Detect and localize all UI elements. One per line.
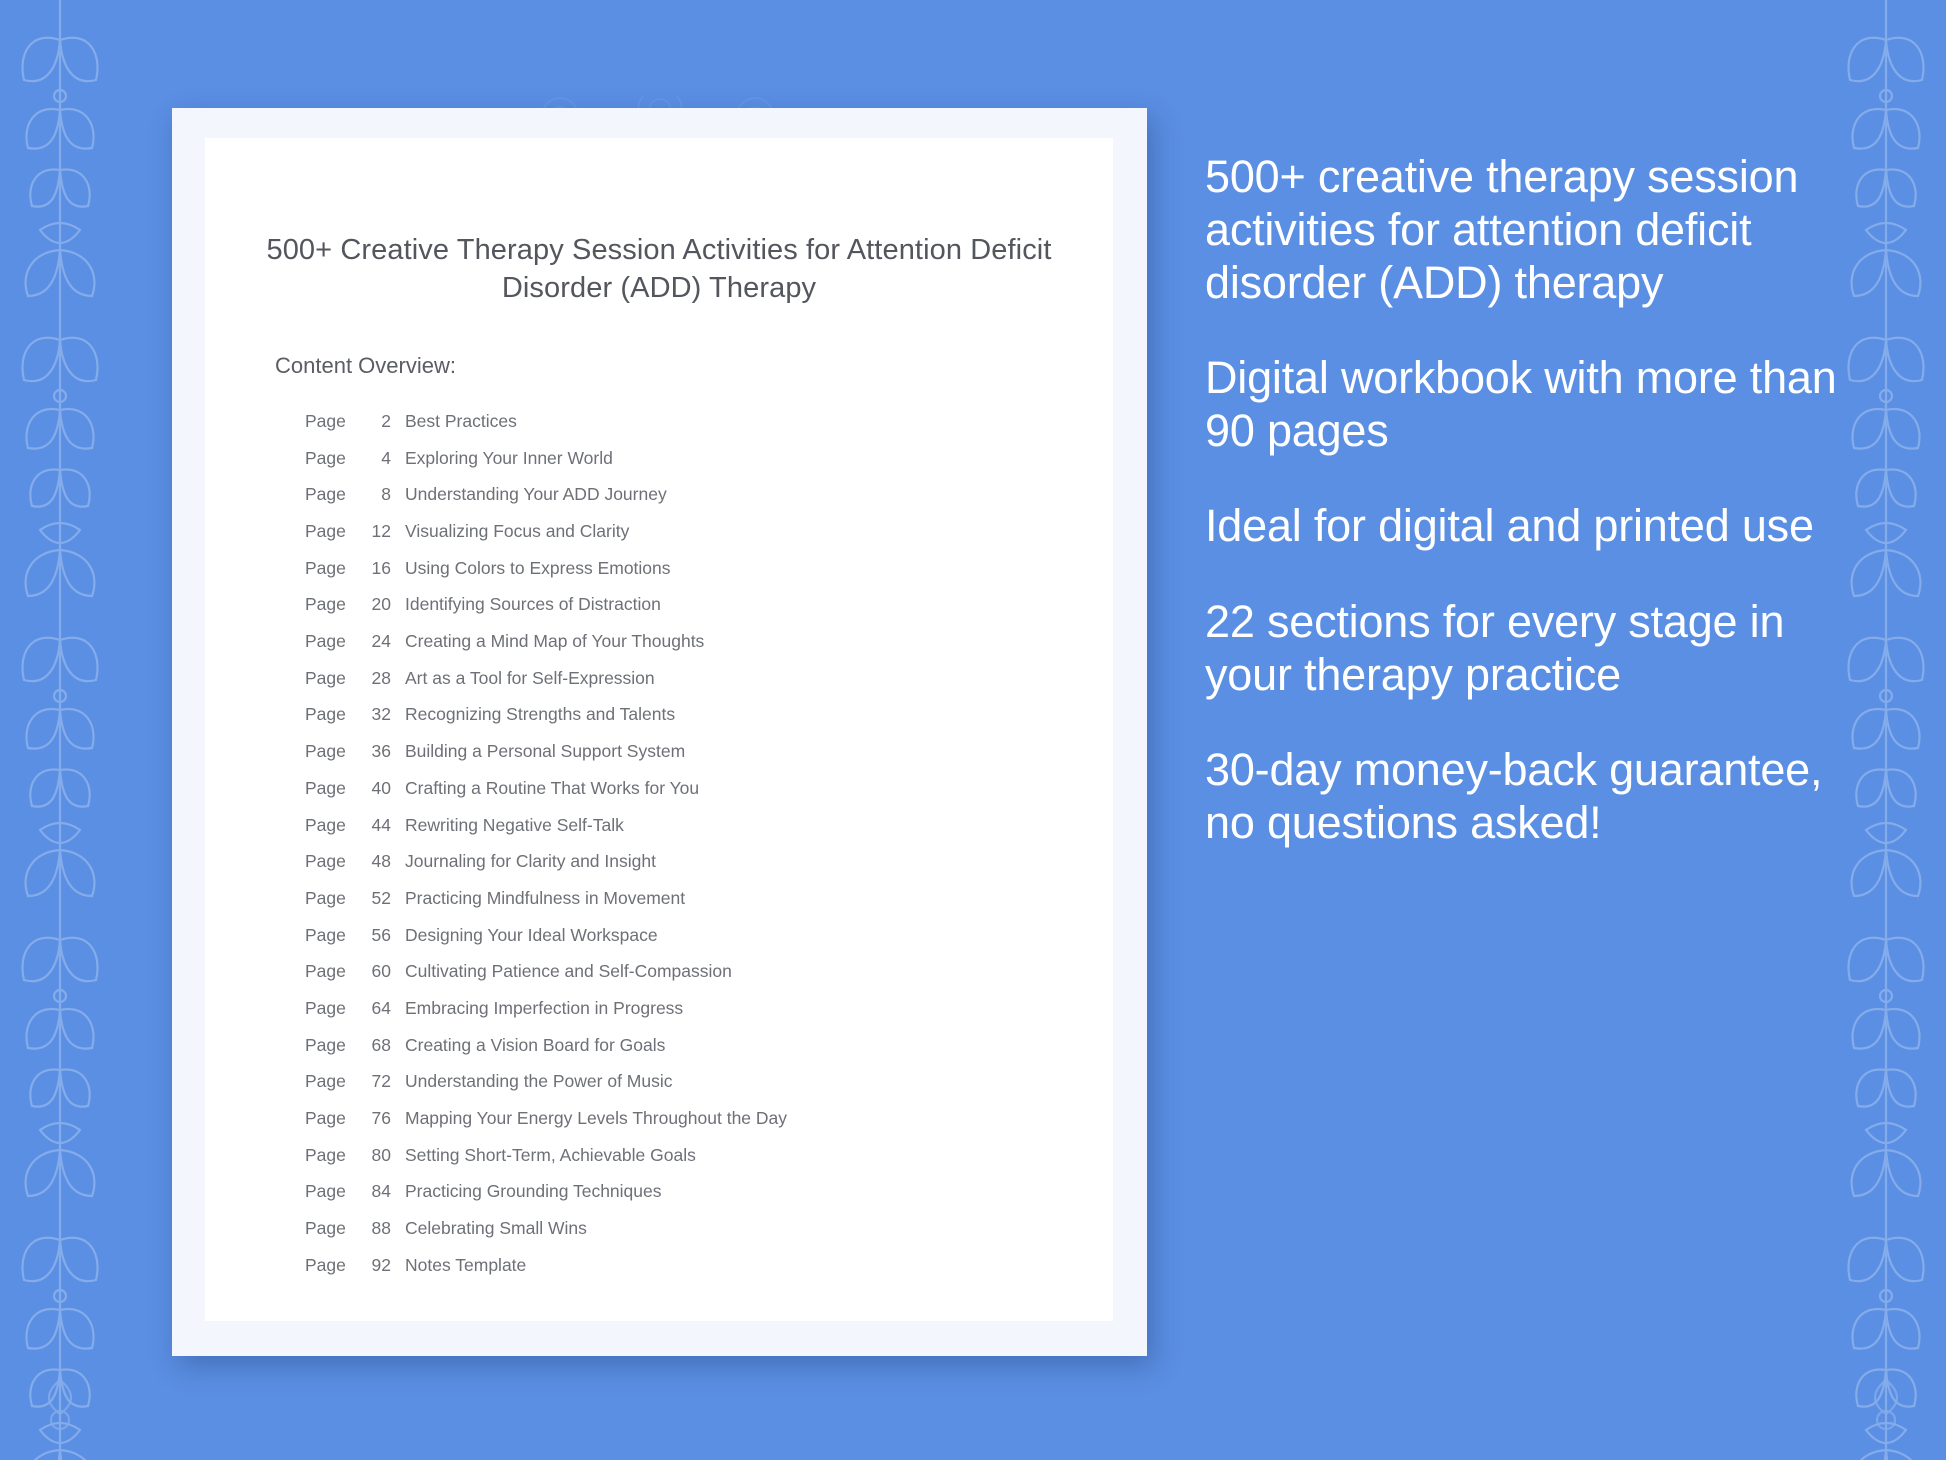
toc-page-word: Page: [305, 1034, 346, 1055]
toc-page-number: 32: [371, 704, 391, 725]
toc-page-number: 28: [371, 667, 391, 688]
toc-page-number: 76: [371, 1108, 391, 1129]
toc-page-word: Page: [305, 1071, 346, 1092]
marketing-line-4: 22 sections for every stage in your therapy practice: [1205, 595, 1785, 700]
toc-entry-title: Creating a Vision Board for Goals: [405, 1034, 666, 1055]
toc-row: [305, 1137, 1065, 1174]
toc-entry-title: Understanding Your ADD Journey: [405, 484, 667, 505]
toc-page-word: Page: [305, 741, 346, 762]
toc-row: [305, 770, 1065, 807]
toc-page-word: Page: [305, 1181, 346, 1202]
toc-entry-title: Exploring Your Inner World: [405, 447, 613, 468]
toc-entry-title: Journaling for Clarity and Insight: [405, 851, 656, 872]
toc-row: [305, 1174, 1065, 1211]
toc-page-word: Page: [305, 410, 346, 431]
toc-page-word: Page: [305, 557, 346, 578]
toc-row: [305, 1211, 1065, 1248]
toc-page-word: Page: [305, 704, 346, 725]
toc-entry-title: Recognizing Strengths and Talents: [405, 704, 676, 725]
toc-page-number: 64: [371, 997, 391, 1018]
toc-page-word: Page: [305, 1254, 346, 1275]
toc-row: [305, 403, 1065, 440]
table-of-contents: [305, 403, 1065, 1284]
marketing-line-2: Digital workbook with more than 90 pages: [1205, 352, 1837, 457]
toc-page-number: 60: [371, 961, 391, 982]
toc-entry-title: Crafting a Routine That Works for You: [405, 777, 700, 798]
toc-row: [305, 477, 1065, 514]
toc-row: [305, 954, 1065, 991]
toc-row: [305, 844, 1065, 881]
toc-entry-title: Rewriting Negative Self-Talk: [405, 814, 624, 835]
toc-page-number: 12: [371, 521, 391, 542]
toc-row: [305, 660, 1065, 697]
toc-page-word: Page: [305, 924, 346, 945]
toc-page-number: 20: [371, 594, 391, 615]
toc-entry-title: Cultivating Patience and Self-Compassion: [405, 961, 732, 982]
marketing-line-3: Ideal for digital and printed use: [1205, 500, 1814, 552]
toc-row: [305, 1247, 1065, 1284]
toc-page-number: 4: [381, 447, 391, 468]
marketing-line-5: 30-day money-back guarantee, no questions asked!: [1205, 743, 1823, 848]
toc-row: [305, 1027, 1065, 1064]
toc-page-number: 52: [371, 887, 391, 908]
toc-page-number: 36: [371, 741, 391, 762]
toc-page-number: 68: [371, 1034, 391, 1055]
toc-row: [305, 440, 1065, 477]
toc-entry-title: Celebrating Small Wins: [405, 1218, 587, 1239]
floral-border-left-icon: [0, 0, 120, 1460]
content-overview-label: Content Overview:: [275, 353, 456, 379]
toc-page-number: 56: [371, 924, 391, 945]
toc-entry-title: Embracing Imperfection in Progress: [405, 997, 684, 1018]
toc-row: [305, 1100, 1065, 1137]
toc-entry-title: Best Practices: [405, 410, 517, 431]
toc-entry-title: Designing Your Ideal Workspace: [405, 924, 658, 945]
toc-row: [305, 917, 1065, 954]
toc-page-number: 80: [371, 1144, 391, 1165]
toc-page-word: Page: [305, 887, 346, 908]
toc-row: [305, 624, 1065, 661]
toc-row: [305, 1064, 1065, 1101]
toc-entry-title: Notes Template: [405, 1254, 527, 1275]
toc-entry-title: Setting Short-Term, Achievable Goals: [405, 1144, 696, 1165]
toc-row: [305, 587, 1065, 624]
toc-entry-title: Art as a Tool for Self-Expression: [405, 667, 655, 688]
toc-page-word: Page: [305, 594, 346, 615]
toc-page-number: 40: [371, 777, 391, 798]
toc-entry-title: Building a Personal Support System: [405, 741, 686, 762]
toc-page-word: Page: [305, 667, 346, 688]
toc-page-number: 84: [371, 1181, 391, 1202]
toc-entry-title: Understanding the Power of Music: [405, 1071, 673, 1092]
toc-page-word: Page: [305, 961, 346, 982]
toc-page-word: Page: [305, 447, 346, 468]
toc-entry-title: Mapping Your Energy Levels Throughout the Day: [405, 1108, 788, 1129]
toc-row: [305, 513, 1065, 550]
toc-entry-title: Using Colors to Express Emotions: [405, 557, 671, 578]
toc-page-number: 24: [371, 631, 391, 652]
toc-page-number: 92: [371, 1254, 391, 1275]
toc-page-word: Page: [305, 777, 346, 798]
toc-page-word: Page: [305, 1218, 346, 1239]
marketing-copy: [1205, 150, 1845, 849]
toc-page-word: Page: [305, 484, 346, 505]
document-page: [205, 138, 1113, 1321]
toc-page-word: Page: [305, 997, 346, 1018]
toc-page-word: Page: [305, 814, 346, 835]
marketing-line-1: 500+ creative therapy session activities for attention deficit disorder (ADD) therapy: [1205, 151, 1799, 309]
toc-row: [305, 880, 1065, 917]
toc-row: [305, 990, 1065, 1027]
toc-entry-title: Visualizing Focus and Clarity: [405, 521, 630, 542]
toc-entry-title: Creating a Mind Map of Your Thoughts: [405, 631, 705, 652]
toc-page-number: 72: [371, 1071, 391, 1092]
toc-page-number: 48: [371, 851, 391, 872]
toc-page-word: Page: [305, 1144, 346, 1165]
toc-page-word: Page: [305, 631, 346, 652]
toc-row: [305, 807, 1065, 844]
document-title: 500+ Creative Therapy Session Activities for Attention Deficit Disorder (ADD) Therapy: [266, 234, 1052, 304]
toc-page-word: Page: [305, 851, 346, 872]
toc-page-number: 2: [381, 410, 391, 431]
toc-page-word: Page: [305, 1108, 346, 1129]
toc-page-number: 88: [371, 1218, 391, 1239]
toc-page-number: 16: [371, 557, 391, 578]
toc-page-number: 8: [381, 484, 391, 505]
toc-entry-title: Identifying Sources of Distraction: [405, 594, 661, 615]
toc-page-word: Page: [305, 521, 346, 542]
toc-row: [305, 734, 1065, 771]
toc-entry-title: Practicing Grounding Techniques: [405, 1181, 662, 1202]
toc-page-number: 44: [371, 814, 391, 835]
toc-row: [305, 550, 1065, 587]
toc-row: [305, 697, 1065, 734]
toc-entry-title: Practicing Mindfulness in Movement: [405, 887, 686, 908]
